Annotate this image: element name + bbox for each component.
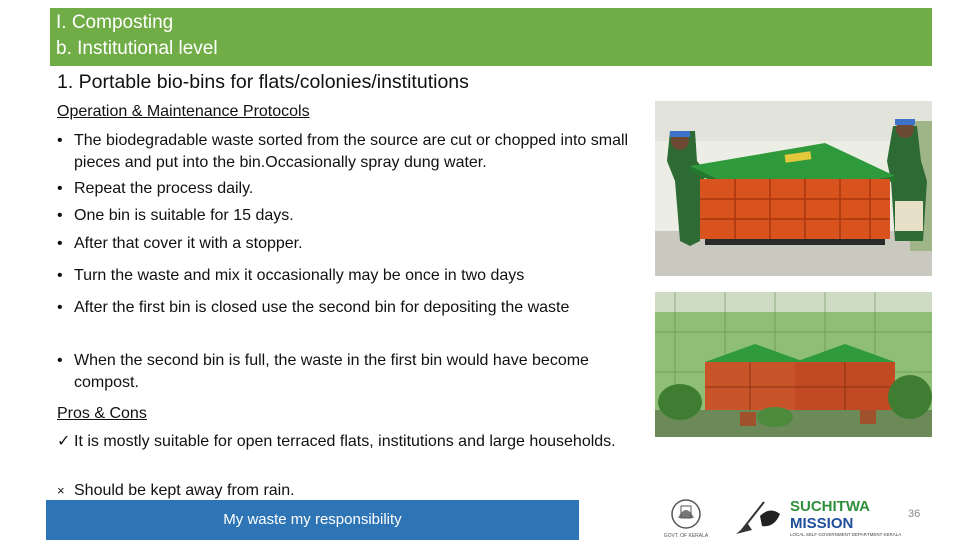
emblem-icon (664, 496, 708, 540)
slide-subtitle: b. Institutional level (56, 38, 218, 59)
footer-slogan: My waste my responsibility (223, 511, 402, 528)
bullet-text: After the first bin is closed use the second bin for depositing the waste (74, 299, 570, 316)
kerala-emblem-logo (664, 496, 708, 540)
bullet-icon: • (57, 207, 63, 224)
mission-caption: LOCAL SELF GOVERNMENT DEPARTMENT KERALA (790, 532, 902, 537)
con-text: Should be kept away from rain. (74, 482, 295, 499)
title-banner (50, 8, 932, 66)
con-item (57, 480, 617, 502)
check-icon: ✓ (57, 433, 71, 450)
cross-icon: × (57, 483, 65, 498)
list-item (57, 297, 617, 319)
bullet-icon: • (57, 235, 63, 252)
bullet-text: Repeat the process daily. (74, 180, 254, 197)
photo-bio-bin-with-workers (655, 101, 932, 276)
bullet-text: After that cover it with a stopper. (74, 235, 303, 252)
bullet-icon: • (57, 180, 63, 197)
list-item (57, 130, 642, 174)
pro-text: It is mostly suitable for open terraced flats, institutions and large households. (74, 433, 616, 450)
page-number: 36 (908, 508, 921, 520)
mission-word-1: SUCHITWA (790, 498, 870, 515)
photo-bio-bins-in-greenhouse (655, 292, 932, 437)
emblem-caption: GOVT. OF KERALA (663, 533, 709, 539)
bullet-text: One bin is suitable for 15 days. (74, 207, 294, 224)
bullet-text: When the second bin is full, the waste in the first bin would have become compost. (74, 352, 589, 391)
bullet-icon: • (57, 352, 63, 369)
operation-heading: Operation & Maintenance Protocols (57, 103, 310, 120)
list-item (57, 205, 642, 227)
list-item (57, 178, 642, 200)
bio-bin-illustration (655, 101, 932, 276)
list-item (57, 233, 642, 255)
bullet-icon: • (57, 267, 63, 284)
pro-item (57, 431, 617, 453)
pros-cons-heading: Pros & Cons (57, 405, 147, 422)
suchitwa-mission-logo (734, 494, 902, 540)
mission-word-2: MISSION (790, 515, 854, 532)
bullet-text: The biodegradable waste sorted from the source are cut or chopped into small pieces and put into the bin.Occasionally spray dung water. (74, 132, 629, 171)
greenhouse-illustration (655, 292, 932, 437)
bullet-text: Turn the waste and mix it occasionally may be once in two days (74, 267, 525, 284)
list-item (57, 350, 617, 394)
bullet-icon: • (57, 132, 63, 149)
list-item (57, 265, 642, 287)
mission-logo-icon (734, 494, 902, 540)
section-title: 1. Portable bio-bins for flats/colonies/institutions (57, 71, 469, 93)
bullet-icon: • (57, 299, 63, 316)
slide-title: I. Composting (56, 12, 174, 33)
footer-banner (46, 500, 579, 540)
